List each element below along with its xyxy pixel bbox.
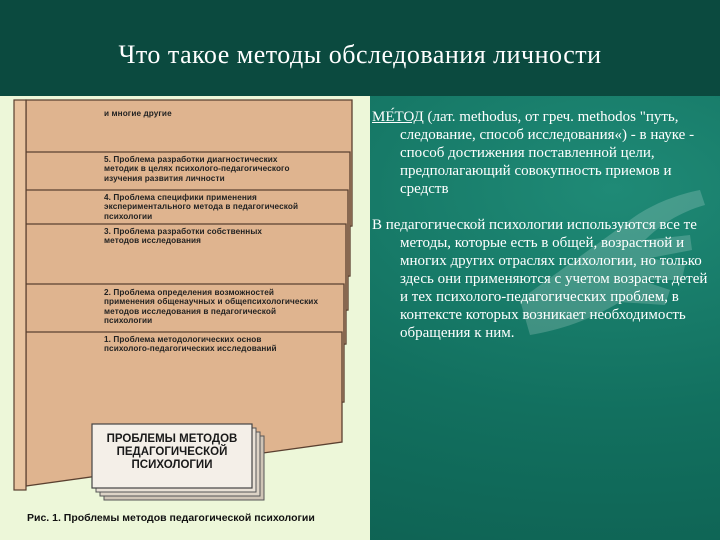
slide-title: Что такое методы обследования личности: [118, 40, 602, 69]
card-6-label: и многие другие: [104, 109, 172, 118]
definition-text: (лат. methodus, от греч. methodos "путь, следование, способ исследования«) - в науке - способ достижения поставленной цели, предполагающий совокупность приемов и средств: [400, 109, 695, 197]
definition-term: МЕ́ТОД: [372, 109, 424, 125]
text-content: [372, 108, 712, 360]
card-5-label: 5. Проблема разработки диагностических методик в целях психолого-педагогического изучения развития личности: [104, 155, 290, 183]
card-3-label: 3. Проблема разработки собственных методов исследования: [104, 227, 263, 246]
card-2-label: 2. Проблема определения возможностей применения общенаучных и общепсихологических методов исследования в педагогической психологии: [104, 288, 319, 326]
psychology-paragraph: В педагогической психологии используются все те методы, которые есть в общей, возрастной и многих других отраслях психологии, но только здесь они применяются с учетом возраста детей и тех психолого-педагогических проблем, в контексте которых возникает необходимость обращения к ним.: [372, 217, 708, 341]
problems-box-label: ПРОБЛЕМЫ МЕТОДОВ ПЕДАГОГИЧЕСКОЙ ПСИХОЛОГИИ: [106, 433, 238, 471]
figure-caption: Рис. 1. Проблемы методов педагогической психологии: [27, 512, 315, 524]
card-1-label: 1. Проблема методологических основ психолого-педагогических исследований: [104, 335, 277, 354]
card-4-label: 4. Проблема специфики применения экспериментального метода в педагогической психологии: [104, 193, 299, 221]
definition-paragraph: [372, 108, 712, 198]
card-spine: [14, 100, 26, 490]
